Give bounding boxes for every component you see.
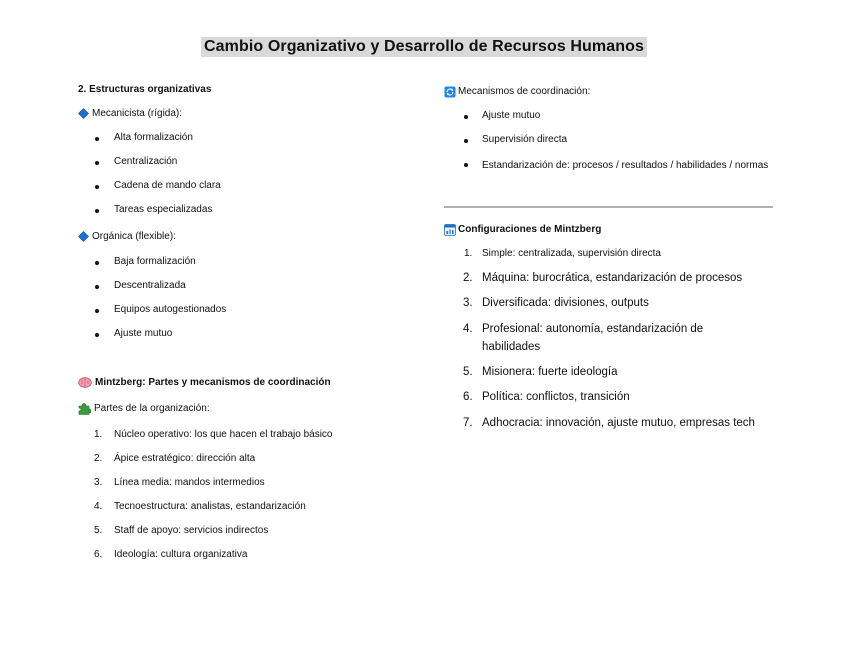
list-number: 4. — [463, 323, 473, 335]
bullet — [464, 115, 468, 119]
list-number: 6. — [463, 391, 473, 403]
list-number: 1. — [94, 429, 103, 440]
bullet — [464, 139, 468, 143]
list-number: 3. — [94, 477, 103, 488]
list-item: Tareas especializadas — [114, 204, 213, 215]
list-number: 5. — [463, 366, 473, 378]
list-number: 7. — [463, 417, 473, 429]
list-item: Ajuste mutuo — [482, 110, 541, 121]
list-item: Diversificada: divisiones, outputs — [482, 297, 649, 309]
mecanicista-label: Mecanicista (rígida): — [92, 108, 183, 119]
puzzle-piece-icon — [78, 403, 91, 414]
list-item: Ideología: cultura organizativa — [114, 549, 248, 560]
bullet — [95, 261, 99, 265]
bullet — [95, 333, 99, 337]
bullet — [95, 209, 99, 213]
list-item: Tecnoestructura: analistas, estandarización — [114, 501, 306, 512]
bullet — [95, 309, 99, 313]
list-item: Equipos autogestionados — [114, 304, 227, 315]
list-item: Cadena de mando clara — [114, 180, 221, 191]
blue-diamond-icon — [78, 231, 89, 242]
list-item: Descentralizada — [114, 280, 186, 291]
list-item: Staff de apoyo: servicios indirectos — [114, 525, 269, 536]
list-item: Política: conflictos, transición — [482, 391, 630, 403]
bullet — [95, 285, 99, 289]
partes-label: Partes de la organización: — [94, 403, 210, 414]
brain-icon — [78, 377, 92, 388]
list-number: 2. — [463, 272, 473, 284]
bullet — [464, 163, 468, 167]
list-item: Línea media: mandos intermedios — [114, 477, 265, 488]
mintzberg-heading-label: Mintzberg: Partes y mecanismos de coordinación — [95, 377, 331, 388]
list-number: 1. — [464, 248, 473, 259]
list-item: Supervisión directa — [482, 134, 568, 145]
configuraciones-heading — [444, 224, 601, 235]
list-item: Alta formalización — [114, 132, 193, 143]
mecanismos-heading — [444, 86, 590, 97]
bullet — [95, 161, 99, 165]
list-item: Simple: centralizada, supervisión directa — [482, 248, 661, 259]
refresh-icon — [444, 86, 455, 97]
mintzberg-heading — [78, 377, 331, 388]
configuraciones-heading-label: Configuraciones de Mintzberg — [458, 224, 602, 235]
mecanicista-heading — [78, 108, 182, 119]
list-item: Centralización — [114, 156, 178, 167]
list-item: Máquina: burocrática, estandarización de procesos — [482, 272, 743, 284]
list-item: Núcleo operativo: los que hacen el trabajo básico — [114, 429, 333, 440]
list-item: Adhocracia: innovación, ajuste mutuo, empresas tech — [482, 417, 755, 429]
list-number: 2. — [94, 453, 103, 464]
list-item: Estandarización de: procesos / resultados / habilidades / normas — [482, 160, 769, 171]
page-title-wrap — [0, 37, 848, 57]
list-item: Baja formalización — [114, 256, 196, 267]
blue-diamond-icon — [78, 108, 89, 119]
list-item: Ápice estratégico: dirección alta — [114, 453, 256, 464]
organica-label: Orgánica (flexible): — [92, 231, 176, 242]
list-number: 5. — [94, 525, 103, 536]
list-item: Profesional: autonomía, estandarización de habilidades — [482, 323, 704, 353]
list-number: 4. — [94, 501, 103, 512]
organica-heading — [78, 231, 176, 242]
section-heading-estructuras: 2. Estructuras organizativas — [78, 84, 212, 95]
list-item: Ajuste mutuo — [114, 328, 173, 339]
chart-icon — [444, 224, 455, 235]
list-number: 3. — [463, 297, 473, 309]
bullet — [95, 137, 99, 141]
section-divider — [444, 206, 773, 208]
list-number: 6. — [94, 549, 103, 560]
list-item: Misionera: fuerte ideología — [482, 366, 618, 378]
page-title: Cambio Organizativo y Desarrollo de Recursos Humanos — [201, 37, 647, 57]
bullet — [95, 185, 99, 189]
partes-heading — [78, 403, 210, 414]
mecanismos-label: Mecanismos de coordinación: — [458, 86, 591, 97]
